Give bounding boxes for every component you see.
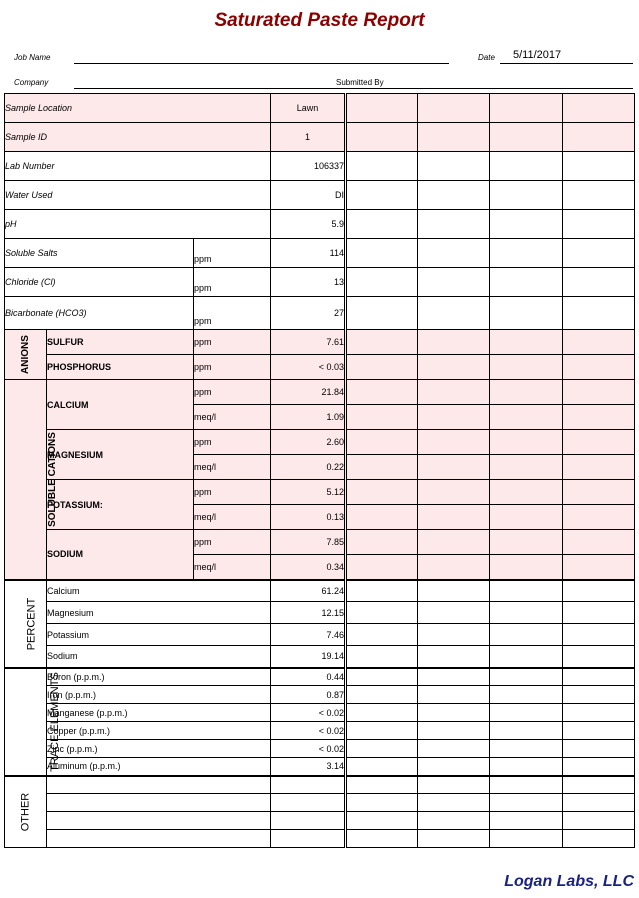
ph-value: 5.9: [271, 210, 346, 239]
zinc-label: Zinc (p.p.m.): [47, 740, 271, 758]
calcium-value2: 1.09: [271, 405, 346, 430]
percent-magnesium-label: Magnesium: [47, 602, 271, 624]
row-sulfur: [5, 330, 635, 355]
lab-number-label: Lab Number: [5, 152, 271, 181]
copper-value: < 0.02: [271, 722, 346, 740]
sulfur-unit: ppm: [194, 330, 271, 355]
chloride-unit: ppm: [194, 268, 271, 297]
row-copper: [5, 722, 635, 740]
manganese-value: < 0.02: [271, 704, 346, 722]
phosphorus-label: PHOSPHORUS: [47, 355, 194, 380]
row-magnesium-ppm: [5, 430, 635, 455]
sodium-unit1: ppm: [194, 530, 271, 555]
date-value: 5/11/2017: [513, 49, 562, 61]
row-boron: [5, 668, 635, 686]
row-zinc: [5, 740, 635, 758]
bicarbonate-unit: ppm: [194, 297, 271, 330]
bicarbonate-value: 27: [271, 297, 346, 330]
row-other-1: [5, 776, 635, 794]
ph-label: pH: [5, 210, 271, 239]
sodium-value2: 0.34: [271, 555, 346, 580]
percent-potassium-label: Potassium: [47, 624, 271, 646]
percent-sodium-value: 19.14: [271, 646, 346, 668]
magnesium-unit2: meq/l: [194, 455, 271, 480]
sample-id-label: Sample ID: [5, 123, 271, 152]
sodium-unit2: meq/l: [194, 555, 271, 580]
percent-magnesium-value: 12.15: [271, 602, 346, 624]
row-aluminum: [5, 758, 635, 776]
job-name-field[interactable]: [74, 63, 449, 64]
calcium-label: CALCIUM: [47, 380, 194, 430]
copper-label: Copper (p.p.m.): [47, 722, 271, 740]
sulfur-value: 7.61: [271, 330, 346, 355]
soluble-salts-value: 114: [271, 239, 346, 268]
zinc-value: < 0.02: [271, 740, 346, 758]
potassium-value2: 0.13: [271, 505, 346, 530]
soluble-salts-label: Soluble Salts: [5, 239, 194, 268]
aluminum-label: Aluminum (p.p.m.): [47, 758, 271, 776]
chloride-value: 13: [271, 268, 346, 297]
job-name-label: Job Name: [14, 53, 51, 62]
footer-brand: Logan Labs, LLC: [504, 873, 634, 890]
row-other-2: [5, 794, 635, 812]
date-field[interactable]: [500, 63, 633, 64]
aluminum-value: 3.14: [271, 758, 346, 776]
potassium-value1: 5.12: [271, 480, 346, 505]
row-bicarbonate: [5, 297, 635, 330]
row-other-3: [5, 812, 635, 830]
row-sodium-ppm: [5, 530, 635, 555]
calcium-unit2: meq/l: [194, 405, 271, 430]
magnesium-value2: 0.22: [271, 455, 346, 480]
row-manganese: [5, 704, 635, 722]
chloride-label: Chloride (Cl): [5, 268, 194, 297]
submitted-by-label: Submitted By: [336, 78, 384, 87]
percent-sodium-label: Sodium: [47, 646, 271, 668]
date-label: Date: [478, 53, 495, 62]
magnesium-label: MAGNESIUM: [47, 430, 194, 480]
magnesium-unit1: ppm: [194, 430, 271, 455]
percent-potassium-value: 7.46: [271, 624, 346, 646]
iron-label: Iron (p.p.m.): [47, 686, 271, 704]
row-water-used: [5, 181, 635, 210]
row-phosphorus: [5, 355, 635, 380]
row-other-4: [5, 830, 635, 848]
anions-section-label: ANIONS: [5, 330, 47, 380]
manganese-label: Manganese (p.p.m.): [47, 704, 271, 722]
calcium-unit1: ppm: [194, 380, 271, 405]
cations-section-label: SOLUBLE CATIONS: [5, 380, 47, 580]
bicarbonate-label: Bicarbonate (HCO3): [5, 297, 194, 330]
sample-location-label: Sample Location: [5, 94, 271, 123]
company-field[interactable]: [74, 88, 633, 89]
row-potassium-ppm: [5, 480, 635, 505]
water-used-value: DI: [271, 181, 346, 210]
lab-number-value: 106337: [271, 152, 346, 181]
potassium-label: POTASSIUM:: [47, 480, 194, 530]
magnesium-value1: 2.60: [271, 430, 346, 455]
report-title: Saturated Paste Report: [214, 10, 425, 31]
row-lab-number: [5, 152, 635, 181]
sodium-label: SODIUM: [47, 530, 194, 580]
percent-section-label: PERCENT: [5, 580, 47, 668]
iron-value: 0.87: [271, 686, 346, 704]
row-ph: [5, 210, 635, 239]
company-label: Company: [14, 78, 49, 87]
row-sample-id: [5, 123, 635, 152]
sodium-value1: 7.85: [271, 530, 346, 555]
row-iron: [5, 686, 635, 704]
report-table: [4, 93, 635, 848]
water-used-label: Water Used: [5, 181, 271, 210]
sulfur-label: SULFUR: [47, 330, 194, 355]
phosphorus-unit: ppm: [194, 355, 271, 380]
percent-calcium-label: Calcium: [47, 580, 271, 602]
row-calcium-ppm: [5, 380, 635, 405]
calcium-value1: 21.84: [271, 380, 346, 405]
row-soluble-salts: [5, 239, 635, 268]
row-percent-magnesium: [5, 602, 635, 624]
row-percent-calcium: [5, 580, 635, 602]
trace-section-label: TRACE ELEMENTS: [5, 668, 47, 776]
percent-calcium-value: 61.24: [271, 580, 346, 602]
row-chloride: [5, 268, 635, 297]
sample-location-value: Lawn: [271, 94, 346, 123]
other-section-label: OTHER: [5, 776, 47, 848]
row-percent-sodium: [5, 646, 635, 668]
row-sample-location: [5, 94, 635, 123]
potassium-unit1: ppm: [194, 480, 271, 505]
boron-label: Boron (p.p.m.): [47, 668, 271, 686]
soluble-salts-unit: ppm: [194, 239, 271, 268]
phosphorus-value: < 0.03: [271, 355, 346, 380]
boron-value: 0.44: [271, 668, 346, 686]
row-percent-potassium: [5, 624, 635, 646]
sample-id-value: 1: [271, 123, 346, 152]
potassium-unit2: meq/l: [194, 505, 271, 530]
